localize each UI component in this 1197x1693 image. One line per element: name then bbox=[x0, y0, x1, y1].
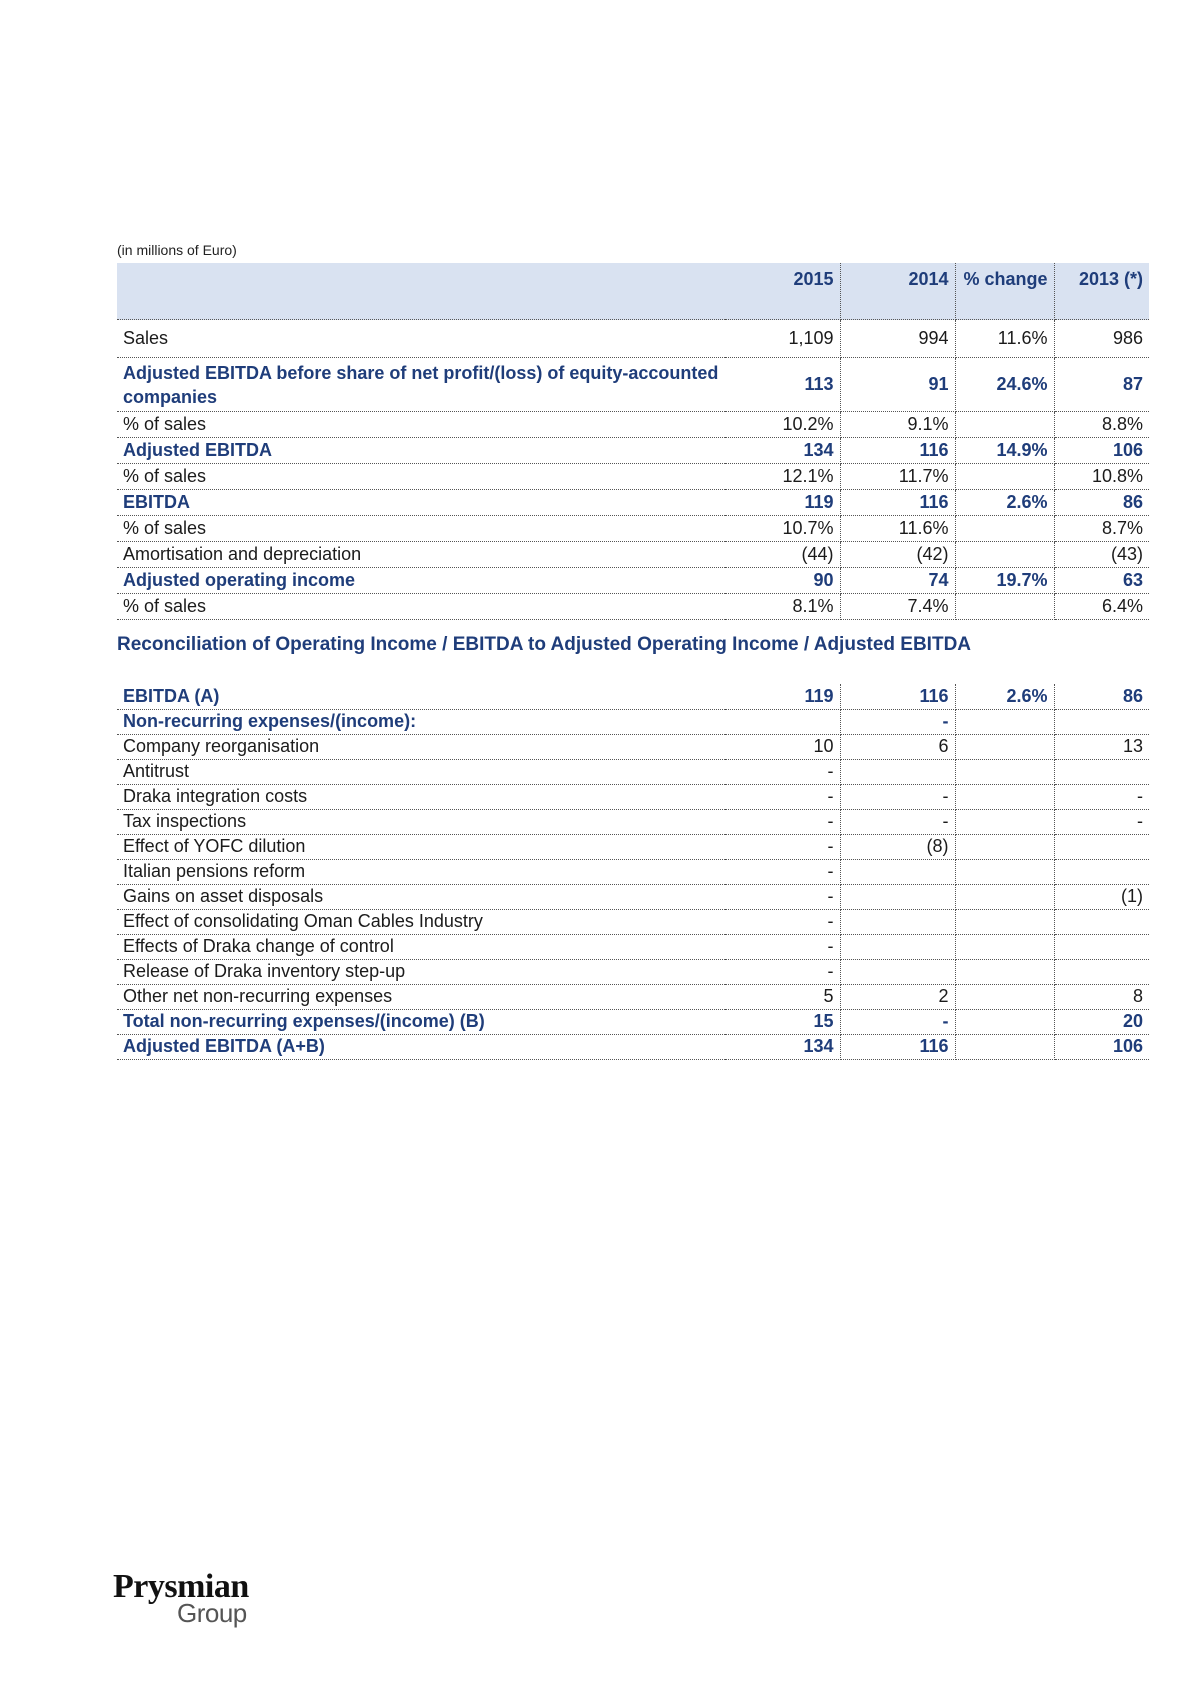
table-row bbox=[117, 884, 1149, 909]
value-change bbox=[955, 784, 1054, 809]
value-2013 bbox=[1054, 934, 1149, 959]
value-2014 bbox=[840, 884, 955, 909]
value-2013: 8 bbox=[1054, 984, 1149, 1009]
value-2015: 1,109 bbox=[725, 320, 840, 358]
row-label: % of sales bbox=[117, 464, 725, 490]
value-2014: - bbox=[840, 1009, 955, 1034]
table-row bbox=[117, 1034, 1149, 1059]
row-label: Draka integration costs bbox=[117, 784, 725, 809]
units-note: (in millions of Euro) bbox=[117, 242, 237, 258]
value-2014: 74 bbox=[840, 568, 955, 594]
table-row bbox=[117, 464, 1149, 490]
logo-group: Group bbox=[177, 1598, 247, 1628]
value-change bbox=[955, 909, 1054, 934]
value-change bbox=[955, 516, 1054, 542]
value-change: 11.6% bbox=[955, 320, 1054, 358]
value-2014 bbox=[840, 859, 955, 884]
value-2014: - bbox=[840, 784, 955, 809]
value-2013 bbox=[1054, 709, 1149, 734]
value-2014 bbox=[840, 759, 955, 784]
value-2015: - bbox=[725, 959, 840, 984]
value-2013: 87 bbox=[1054, 358, 1149, 412]
value-change bbox=[955, 834, 1054, 859]
value-change bbox=[955, 934, 1054, 959]
row-label: Release of Draka inventory step-up bbox=[117, 959, 725, 984]
value-2013 bbox=[1054, 859, 1149, 884]
value-2013: 63 bbox=[1054, 568, 1149, 594]
value-change bbox=[955, 1034, 1054, 1059]
value-2015: 5 bbox=[725, 984, 840, 1009]
value-2015: 90 bbox=[725, 568, 840, 594]
row-label: EBITDA bbox=[117, 490, 725, 516]
value-2013: 20 bbox=[1054, 1009, 1149, 1034]
value-2014: 7.4% bbox=[840, 594, 955, 620]
value-2014 bbox=[840, 934, 955, 959]
value-2013: 86 bbox=[1054, 684, 1149, 709]
value-2013: 6.4% bbox=[1054, 594, 1149, 620]
value-2015: - bbox=[725, 909, 840, 934]
value-2013: 10.8% bbox=[1054, 464, 1149, 490]
table-row bbox=[117, 709, 1149, 734]
value-2015: - bbox=[725, 934, 840, 959]
value-2015: - bbox=[725, 809, 840, 834]
value-2015: 134 bbox=[725, 1034, 840, 1059]
value-2013: (1) bbox=[1054, 884, 1149, 909]
value-2014: 91 bbox=[840, 358, 955, 412]
reconciliation-table bbox=[117, 684, 1149, 1060]
value-2014: 6 bbox=[840, 734, 955, 759]
row-label: % of sales bbox=[117, 594, 725, 620]
row-label: % of sales bbox=[117, 516, 725, 542]
row-label: Antitrust bbox=[117, 759, 725, 784]
row-label: Tax inspections bbox=[117, 809, 725, 834]
value-2014: 11.6% bbox=[840, 516, 955, 542]
value-2014: (8) bbox=[840, 834, 955, 859]
value-change: 14.9% bbox=[955, 438, 1054, 464]
reconciliation-title: Reconciliation of Operating Income / EBITDA to Adjusted Operating Income / Adjusted EBITDA bbox=[117, 634, 972, 655]
table-row bbox=[117, 984, 1149, 1009]
value-change: 19.7% bbox=[955, 568, 1054, 594]
row-label: Adjusted operating income bbox=[117, 568, 725, 594]
table-row bbox=[117, 358, 1149, 412]
value-2014: 11.7% bbox=[840, 464, 955, 490]
table-row bbox=[117, 809, 1149, 834]
table-row bbox=[117, 859, 1149, 884]
row-label: Italian pensions reform bbox=[117, 859, 725, 884]
value-2013: 8.8% bbox=[1054, 412, 1149, 438]
value-2013: 86 bbox=[1054, 490, 1149, 516]
value-change bbox=[955, 464, 1054, 490]
row-label: Sales bbox=[117, 320, 725, 358]
value-2013 bbox=[1054, 959, 1149, 984]
value-change bbox=[955, 884, 1054, 909]
value-2014: 116 bbox=[840, 438, 955, 464]
value-2015: (44) bbox=[725, 542, 840, 568]
value-change bbox=[955, 734, 1054, 759]
value-2015: 10 bbox=[725, 734, 840, 759]
value-2015: - bbox=[725, 834, 840, 859]
value-2014 bbox=[840, 909, 955, 934]
value-2014: 9.1% bbox=[840, 412, 955, 438]
value-change bbox=[955, 542, 1054, 568]
row-label: EBITDA (A) bbox=[117, 684, 725, 709]
value-2014: 994 bbox=[840, 320, 955, 358]
value-2014: - bbox=[840, 709, 955, 734]
value-2014: - bbox=[840, 809, 955, 834]
header-change: % change bbox=[955, 263, 1054, 320]
table-row bbox=[117, 834, 1149, 859]
value-change bbox=[955, 859, 1054, 884]
value-2014 bbox=[840, 959, 955, 984]
financial-table bbox=[117, 263, 1149, 620]
table-row bbox=[117, 759, 1149, 784]
row-label: Non-recurring expenses/(income): bbox=[117, 709, 725, 734]
header-2015: 2015 bbox=[725, 263, 840, 320]
logo-wordmark: Prysmian bbox=[113, 1568, 249, 1605]
value-2015: - bbox=[725, 859, 840, 884]
header-label-cell bbox=[117, 263, 725, 320]
table-row bbox=[117, 909, 1149, 934]
value-change: 24.6% bbox=[955, 358, 1054, 412]
table-row bbox=[117, 542, 1149, 568]
table-row bbox=[117, 516, 1149, 542]
table-row bbox=[117, 438, 1149, 464]
value-2014: 116 bbox=[840, 1034, 955, 1059]
table-row bbox=[117, 320, 1149, 358]
row-label: Amortisation and depreciation bbox=[117, 542, 725, 568]
value-2014: 116 bbox=[840, 490, 955, 516]
value-2013: 13 bbox=[1054, 734, 1149, 759]
value-2013: - bbox=[1054, 784, 1149, 809]
row-label: Gains on asset disposals bbox=[117, 884, 725, 909]
table-row bbox=[117, 412, 1149, 438]
row-label: Effect of consolidating Oman Cables Industry bbox=[117, 909, 725, 934]
value-2015: 12.1% bbox=[725, 464, 840, 490]
value-2015: - bbox=[725, 784, 840, 809]
value-2013: - bbox=[1054, 809, 1149, 834]
value-2015 bbox=[725, 709, 840, 734]
row-label: Other net non-recurring expenses bbox=[117, 984, 725, 1009]
value-2013 bbox=[1054, 909, 1149, 934]
value-change bbox=[955, 759, 1054, 784]
header-2014: 2014 bbox=[840, 263, 955, 320]
value-change bbox=[955, 1009, 1054, 1034]
table-row bbox=[117, 684, 1149, 709]
value-change bbox=[955, 412, 1054, 438]
row-label: Company reorganisation bbox=[117, 734, 725, 759]
value-change bbox=[955, 594, 1054, 620]
value-2015: 15 bbox=[725, 1009, 840, 1034]
table-header-row bbox=[117, 263, 1149, 320]
value-2015: - bbox=[725, 759, 840, 784]
table-row bbox=[117, 959, 1149, 984]
value-2013: (43) bbox=[1054, 542, 1149, 568]
table-row bbox=[117, 568, 1149, 594]
value-2013: 106 bbox=[1054, 1034, 1149, 1059]
value-2015: 119 bbox=[725, 684, 840, 709]
value-change: 2.6% bbox=[955, 490, 1054, 516]
value-2015: 119 bbox=[725, 490, 840, 516]
value-2015: 10.7% bbox=[725, 516, 840, 542]
value-2014: 2 bbox=[840, 984, 955, 1009]
value-2015: 8.1% bbox=[725, 594, 840, 620]
table-row bbox=[117, 734, 1149, 759]
value-change bbox=[955, 959, 1054, 984]
table-row bbox=[117, 1009, 1149, 1034]
value-2013: 986 bbox=[1054, 320, 1149, 358]
value-2015: 113 bbox=[725, 358, 840, 412]
table-row bbox=[117, 490, 1149, 516]
value-2013 bbox=[1054, 834, 1149, 859]
value-2014: (42) bbox=[840, 542, 955, 568]
row-label: Adjusted EBITDA bbox=[117, 438, 725, 464]
header-2013: 2013 (*) bbox=[1054, 263, 1149, 320]
row-label: Effects of Draka change of control bbox=[117, 934, 725, 959]
value-change bbox=[955, 984, 1054, 1009]
row-label: Total non-recurring expenses/(income) (B) bbox=[117, 1009, 725, 1034]
value-change bbox=[955, 709, 1054, 734]
value-2015: 134 bbox=[725, 438, 840, 464]
value-2013 bbox=[1054, 759, 1149, 784]
row-label: % of sales bbox=[117, 412, 725, 438]
table-row bbox=[117, 784, 1149, 809]
value-2014: 116 bbox=[840, 684, 955, 709]
value-change bbox=[955, 809, 1054, 834]
table-row bbox=[117, 594, 1149, 620]
value-2015: 10.2% bbox=[725, 412, 840, 438]
row-label: Effect of YOFC dilution bbox=[117, 834, 725, 859]
row-label: Adjusted EBITDA (A+B) bbox=[117, 1034, 725, 1059]
row-label: Adjusted EBITDA before share of net profit/(loss) of equity-accounted companies bbox=[117, 358, 725, 412]
value-2015: - bbox=[725, 884, 840, 909]
value-2013: 106 bbox=[1054, 438, 1149, 464]
prysmian-logo bbox=[113, 1568, 263, 1628]
table-row bbox=[117, 934, 1149, 959]
value-change: 2.6% bbox=[955, 684, 1054, 709]
value-2013: 8.7% bbox=[1054, 516, 1149, 542]
